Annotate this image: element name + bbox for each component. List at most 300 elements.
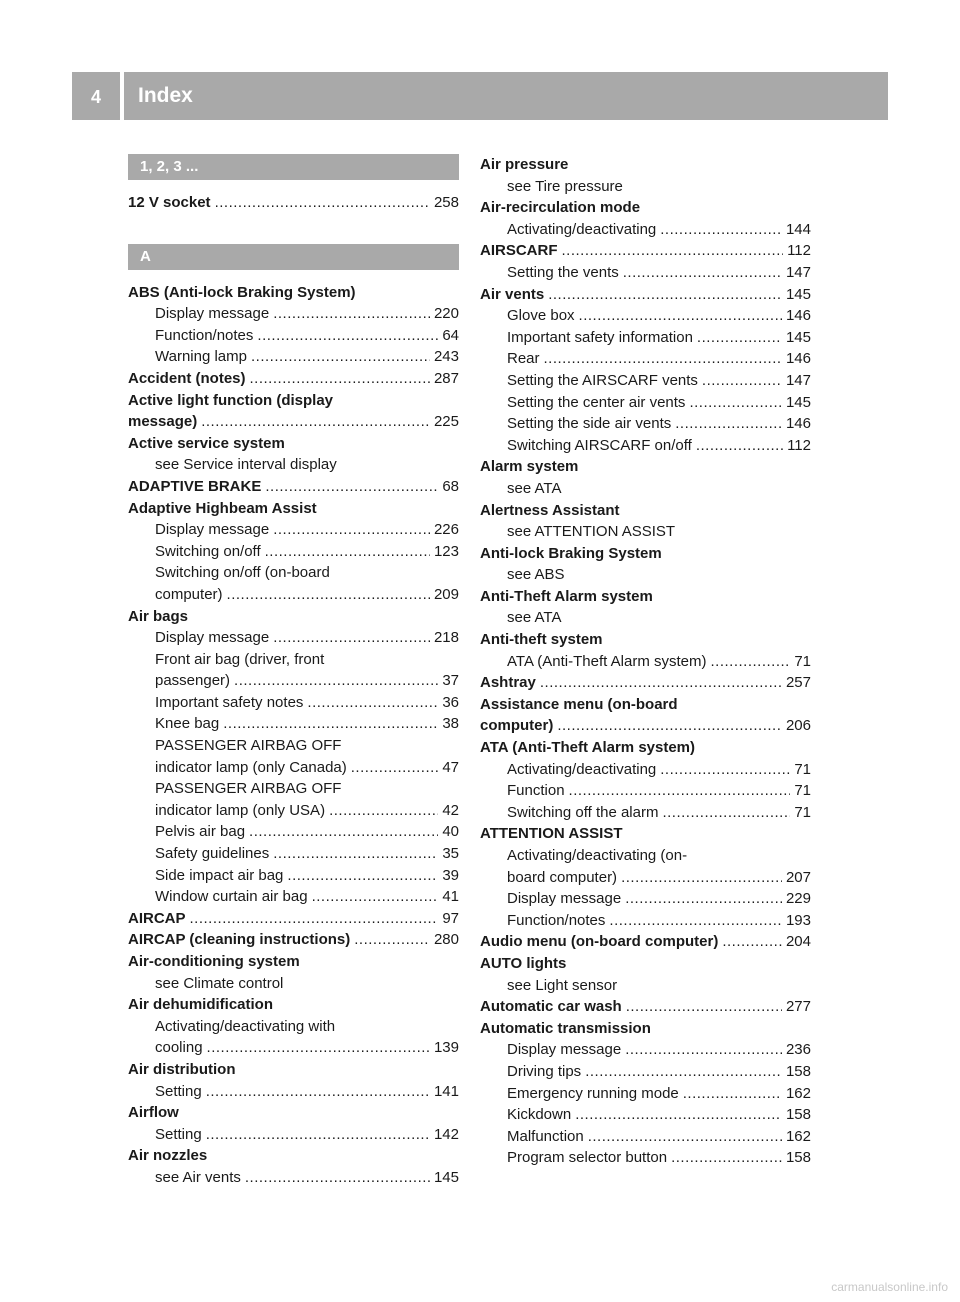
page-reference: 71 xyxy=(794,803,811,821)
entry-text: 12 V socket xyxy=(128,194,211,211)
index-subentry xyxy=(128,973,459,995)
index-term xyxy=(480,931,811,953)
dot-leader xyxy=(265,476,438,498)
index-subentry xyxy=(128,821,459,843)
page-reference: 243 xyxy=(433,348,459,366)
index-subentry xyxy=(128,627,459,649)
entry-text: computer) xyxy=(155,585,223,603)
page-reference: 97 xyxy=(442,909,459,927)
index-subentry xyxy=(128,649,459,671)
entry-text: see Climate control xyxy=(155,974,284,992)
index-subentry xyxy=(128,713,459,735)
entry-text: Setting xyxy=(155,1082,202,1100)
page-reference: 162 xyxy=(785,1084,811,1102)
entry-text: see ATTENTION ASSIST xyxy=(507,523,676,541)
index-entry xyxy=(480,672,811,694)
dot-leader xyxy=(710,651,790,673)
index-subentry xyxy=(480,975,811,997)
index-subentry xyxy=(128,325,459,347)
page-reference: 204 xyxy=(785,933,811,951)
entry-text: Display message xyxy=(507,1041,622,1059)
entry-text: Driving tips xyxy=(507,1062,582,1080)
entry-text: cooling xyxy=(155,1039,203,1057)
dot-leader xyxy=(569,780,791,802)
page-reference: 41 xyxy=(442,888,459,906)
dot-leader xyxy=(675,413,782,435)
dot-leader xyxy=(312,886,439,908)
entry-text: computer) xyxy=(480,717,554,735)
index-entry xyxy=(128,908,459,930)
index-subentry xyxy=(480,392,811,414)
entry-text: Anti-Theft Alarm system xyxy=(480,587,653,605)
entry-text: Activating/deactivating with xyxy=(155,1017,336,1035)
entry-text: Setting the vents xyxy=(507,263,619,281)
entry-text: Assistance menu (on-board xyxy=(480,695,678,713)
index-subentry xyxy=(480,910,811,932)
index-subentry xyxy=(480,478,811,500)
index-entry xyxy=(480,456,811,499)
index-term xyxy=(128,606,459,628)
section-heading: 1, 2, 3 ... xyxy=(128,154,459,180)
entry-text: Pelvis air bag xyxy=(155,823,246,841)
entry-text: see ABS xyxy=(507,566,565,584)
page-reference: 68 xyxy=(442,477,459,495)
entry-text: Air-recirculation mode xyxy=(480,199,641,217)
index-term xyxy=(480,500,811,522)
index-column-right xyxy=(480,154,811,1169)
index-subentry xyxy=(128,735,459,757)
dot-leader xyxy=(689,392,782,414)
index-term xyxy=(480,240,811,262)
dot-leader xyxy=(354,929,430,951)
page-reference: 158 xyxy=(785,1106,811,1124)
page-header xyxy=(72,72,888,120)
entry-text: Kickdown xyxy=(507,1106,572,1124)
entry-text: ATTENTION ASSIST xyxy=(480,825,623,843)
dot-leader xyxy=(557,715,782,737)
page-reference: 112 xyxy=(787,242,811,260)
index-subentry xyxy=(128,1167,459,1189)
page-reference: 36 xyxy=(442,693,459,711)
index-entry xyxy=(480,1018,811,1169)
index-subentry xyxy=(480,1126,811,1148)
page-reference: 158 xyxy=(785,1062,811,1080)
entry-text: Switching AIRSCARF on/off xyxy=(507,436,692,454)
index-term xyxy=(128,929,459,951)
page-reference: 47 xyxy=(442,758,459,776)
index-subentry xyxy=(480,262,811,284)
entry-text: Display message xyxy=(155,629,270,647)
entry-text: Anti-lock Braking System xyxy=(480,544,662,562)
section-heading: A xyxy=(128,244,459,270)
entry-text: Air bags xyxy=(128,607,189,625)
page-reference: 71 xyxy=(794,652,811,670)
entry-text: Glove box xyxy=(507,307,575,325)
index-term xyxy=(480,456,811,478)
index-entry xyxy=(128,929,459,951)
page-reference: 139 xyxy=(433,1039,459,1057)
index-entry xyxy=(480,197,811,240)
dot-leader xyxy=(671,1147,782,1169)
index-term xyxy=(128,476,459,498)
entry-text: Air-conditioning system xyxy=(128,953,300,970)
page-reference: 37 xyxy=(442,672,459,690)
entry-text: board computer) xyxy=(507,868,618,886)
index-subentry xyxy=(128,562,459,584)
dot-leader xyxy=(206,1124,430,1146)
index-subentry xyxy=(128,865,459,887)
index-subentry xyxy=(480,435,811,457)
page-reference: 226 xyxy=(433,521,459,539)
index-entry xyxy=(480,154,811,197)
index-term xyxy=(128,411,459,433)
index-subentry xyxy=(128,303,459,325)
index-entry xyxy=(128,476,459,498)
index-entry xyxy=(480,586,811,629)
page-reference: 146 xyxy=(785,415,811,433)
index-subentry xyxy=(480,780,811,802)
dot-leader xyxy=(662,802,790,824)
index-subentry xyxy=(480,802,811,824)
entry-text: see Light sensor xyxy=(507,976,618,994)
page-reference: 146 xyxy=(785,350,811,368)
index-subentry xyxy=(480,607,811,629)
index-subentry xyxy=(128,886,459,908)
page-reference: 145 xyxy=(785,393,811,411)
entry-text: ATA (Anti-Theft Alarm system) xyxy=(507,652,707,670)
dot-leader xyxy=(626,996,782,1018)
index-entry xyxy=(128,994,459,1059)
index-entry xyxy=(128,368,459,390)
index-subentry xyxy=(480,867,811,889)
entry-text: message) xyxy=(128,413,198,431)
entry-text: PASSENGER AIRBAG OFF xyxy=(155,780,342,798)
page-reference: 145 xyxy=(785,328,811,346)
index-term xyxy=(480,694,811,716)
index-entry xyxy=(480,823,811,931)
dot-leader xyxy=(660,759,790,781)
page-reference: 145 xyxy=(785,285,811,303)
dot-leader xyxy=(249,821,438,843)
entry-text: see ATA xyxy=(507,609,562,627)
dot-leader xyxy=(722,931,782,953)
page-reference: 257 xyxy=(785,674,811,692)
index-entry xyxy=(128,498,459,606)
page-reference: 277 xyxy=(785,998,811,1016)
index-subentry xyxy=(480,1083,811,1105)
entry-text: Activating/deactivating xyxy=(507,220,657,238)
dot-leader xyxy=(207,1037,430,1059)
entry-text: Air vents xyxy=(480,285,545,303)
entry-text: indicator lamp (only Canada) xyxy=(155,758,347,776)
index-entry xyxy=(480,543,811,586)
index-subentry xyxy=(128,541,459,563)
dot-leader xyxy=(201,411,430,433)
dot-leader xyxy=(250,368,430,390)
index-subentry xyxy=(128,584,459,606)
page-reference: 280 xyxy=(433,931,459,949)
index-term xyxy=(128,1059,459,1081)
dot-leader xyxy=(562,240,784,262)
dot-leader xyxy=(588,1126,782,1148)
index-entry xyxy=(480,240,811,283)
page-title: Index xyxy=(138,84,193,107)
page-reference: 141 xyxy=(433,1082,459,1100)
index-subentry xyxy=(128,670,459,692)
index-term xyxy=(128,282,459,304)
index-term xyxy=(480,629,811,651)
index-subentry xyxy=(128,692,459,714)
index-term xyxy=(128,1145,459,1167)
dot-leader xyxy=(544,348,782,370)
entry-text: Activating/deactivating xyxy=(507,760,657,778)
page-reference: 147 xyxy=(785,371,811,389)
index-term xyxy=(128,951,459,973)
entry-text: Audio menu (on-board computer) xyxy=(480,933,719,951)
index-entry xyxy=(128,606,459,908)
dot-leader xyxy=(548,284,782,306)
dot-leader xyxy=(234,670,438,692)
entry-text: Setting the AIRSCARF vents xyxy=(507,371,698,389)
entry-text: Function xyxy=(507,782,565,800)
page-reference: 112 xyxy=(787,436,811,454)
index-subentry xyxy=(480,1039,811,1061)
page-reference: 42 xyxy=(442,801,459,819)
entry-text: indicator lamp (only USA) xyxy=(155,801,326,819)
page-number: 4 xyxy=(72,72,124,120)
entry-text: Air pressure xyxy=(480,156,569,173)
entry-text: Alertness Assistant xyxy=(480,501,620,519)
index-term xyxy=(480,543,811,565)
index-entry xyxy=(128,1145,459,1188)
index-entry xyxy=(128,1059,459,1102)
index-subentry xyxy=(480,651,811,673)
page-reference: 258 xyxy=(433,194,459,211)
entry-text: Switching on/off xyxy=(155,542,261,560)
dot-leader xyxy=(257,325,438,347)
entry-text: Air distribution xyxy=(128,1060,236,1078)
entry-text: Automatic car wash xyxy=(480,998,622,1016)
page-reference: 220 xyxy=(433,305,459,323)
dot-leader xyxy=(287,865,438,887)
index-subentry xyxy=(128,1037,459,1059)
index-entry xyxy=(480,931,811,953)
index-term xyxy=(480,586,811,608)
entry-text: Alarm system xyxy=(480,458,579,476)
entry-text: see ATA xyxy=(507,479,562,497)
index-entry xyxy=(128,433,459,476)
page-reference: 147 xyxy=(785,263,811,281)
page-reference: 142 xyxy=(433,1125,459,1143)
index-subentry xyxy=(480,564,811,586)
index-subentry xyxy=(480,370,811,392)
entry-text: AIRCAP (cleaning instructions) xyxy=(128,931,351,949)
entry-text: Activating/deactivating (on- xyxy=(507,847,688,864)
entry-text: Safety guidelines xyxy=(155,845,270,863)
index-subentry xyxy=(480,759,811,781)
entry-text: see Air vents xyxy=(155,1168,241,1186)
dot-leader xyxy=(575,1104,782,1126)
page-reference: 162 xyxy=(785,1127,811,1145)
entry-text: see Service interval display xyxy=(155,456,337,474)
entry-text: PASSENGER AIRBAG OFF xyxy=(155,737,342,755)
index-term xyxy=(128,433,459,455)
page-reference: 146 xyxy=(785,307,811,325)
index-subentry xyxy=(128,346,459,368)
entry-text: AIRCAP xyxy=(128,909,186,927)
entry-text: Knee bag xyxy=(155,715,220,733)
dot-leader xyxy=(273,843,438,865)
dot-leader xyxy=(697,327,782,349)
entry-text: Program selector button xyxy=(507,1149,668,1167)
entry-text: Anti-theft system xyxy=(480,631,603,649)
index-entry xyxy=(128,951,459,994)
entry-text: Active service system xyxy=(128,434,285,452)
page-reference: 123 xyxy=(433,542,459,560)
entry-text: Display message xyxy=(155,305,270,323)
entry-text: Setting xyxy=(155,1125,202,1143)
index-subentry xyxy=(128,843,459,865)
page-reference: 64 xyxy=(442,326,459,344)
dot-leader xyxy=(223,713,438,735)
page-reference: 225 xyxy=(433,413,459,431)
index-subentry xyxy=(480,305,811,327)
index-term xyxy=(480,154,811,176)
dot-leader xyxy=(251,346,430,368)
index-column-left xyxy=(128,154,459,1189)
dot-leader xyxy=(329,800,438,822)
index-entry xyxy=(480,953,811,996)
index-subentry xyxy=(480,888,811,910)
entry-text: Air dehumidification xyxy=(128,996,274,1014)
index-term xyxy=(480,715,811,737)
entry-text: Function/notes xyxy=(507,911,606,929)
index-entry xyxy=(480,996,811,1018)
index-subentry xyxy=(128,1124,459,1146)
page-reference: 39 xyxy=(442,866,459,884)
index-entry xyxy=(128,390,459,433)
entry-text: passenger) xyxy=(155,672,231,690)
index-entry xyxy=(128,1102,459,1145)
index-term xyxy=(480,953,811,975)
dot-leader xyxy=(623,262,782,284)
page-reference: 236 xyxy=(785,1041,811,1059)
page-reference: 209 xyxy=(433,585,459,603)
entry-text: ATA (Anti-Theft Alarm system) xyxy=(480,739,696,757)
entry-text: see Tire pressure xyxy=(507,177,623,195)
entry-text: Front air bag (driver, front xyxy=(155,650,325,668)
dot-leader xyxy=(579,305,782,327)
entry-text: Accident (notes) xyxy=(128,369,246,387)
dot-leader xyxy=(273,519,430,541)
dot-leader xyxy=(206,1081,430,1103)
dot-leader xyxy=(351,757,439,779)
index-term xyxy=(128,498,459,520)
index-subentry xyxy=(480,1104,811,1126)
entry-text: Display message xyxy=(155,521,270,539)
index-entry xyxy=(480,629,811,672)
index-subentry xyxy=(480,348,811,370)
entry-text: Switching off the alarm xyxy=(507,803,659,821)
page-reference: 158 xyxy=(785,1149,811,1167)
index-term xyxy=(128,390,459,412)
page-reference: 206 xyxy=(785,717,811,735)
page-reference: 71 xyxy=(794,760,811,778)
dot-leader xyxy=(273,627,430,649)
index-subentry xyxy=(128,800,459,822)
entry-text: AIRSCARF xyxy=(480,242,558,260)
index-term xyxy=(128,994,459,1016)
dot-leader xyxy=(307,692,438,714)
entry-text: ABS (Anti-lock Braking System) xyxy=(128,283,356,301)
entry-text: Important safety notes xyxy=(155,693,304,711)
page-reference: 207 xyxy=(785,868,811,886)
index-subentry xyxy=(480,219,811,241)
page-reference: 40 xyxy=(442,823,459,841)
index-subentry xyxy=(128,454,459,476)
dot-leader xyxy=(265,541,430,563)
entry-text: Airflow xyxy=(128,1104,179,1122)
index-subentry xyxy=(128,778,459,800)
index-entry xyxy=(480,284,811,457)
dot-leader xyxy=(702,370,782,392)
entry-text: Window curtain air bag xyxy=(155,888,308,906)
entry-text: Side impact air bag xyxy=(155,866,284,884)
entry-text: Function/notes xyxy=(155,326,254,344)
dot-leader xyxy=(190,908,439,930)
dot-leader xyxy=(215,192,430,214)
dot-leader xyxy=(696,435,783,457)
dot-leader xyxy=(625,1039,782,1061)
page-reference: 38 xyxy=(442,715,459,733)
index-subentry xyxy=(480,176,811,198)
index-entry xyxy=(480,500,811,543)
page-reference: 145 xyxy=(433,1168,459,1186)
entry-text: Active light function (display xyxy=(128,391,334,409)
entry-text: Important safety information xyxy=(507,328,693,346)
page-reference: 218 xyxy=(433,629,459,647)
entry-text: Adaptive Highbeam Assist xyxy=(128,499,317,517)
page-reference: 287 xyxy=(433,369,459,387)
entry-text: Emergency running mode xyxy=(507,1084,679,1102)
page-reference: 144 xyxy=(785,220,811,238)
entry-text: Air nozzles xyxy=(128,1147,208,1165)
page-reference: 229 xyxy=(785,890,811,908)
index-term xyxy=(128,368,459,390)
page-reference: 71 xyxy=(794,782,811,800)
index-term xyxy=(128,908,459,930)
dot-leader xyxy=(660,219,782,241)
entry-text: Warning lamp xyxy=(155,348,247,366)
index-subentry xyxy=(480,327,811,349)
index-term xyxy=(480,1018,811,1040)
entry-text: AUTO lights xyxy=(480,954,567,972)
index-entry xyxy=(480,694,811,737)
dot-leader xyxy=(245,1167,430,1189)
index-subentry xyxy=(480,521,811,543)
dot-leader xyxy=(621,867,782,889)
entry-text: Rear xyxy=(507,350,540,368)
index-subentry xyxy=(128,757,459,779)
dot-leader xyxy=(625,888,782,910)
index-term xyxy=(480,672,811,694)
entry-text: Setting the side air vents xyxy=(507,415,672,433)
index-subentry xyxy=(480,845,811,867)
dot-leader xyxy=(273,303,430,325)
page-reference: 35 xyxy=(442,845,459,863)
index-term xyxy=(480,284,811,306)
entry-text: Switching on/off (on-board xyxy=(155,564,330,582)
